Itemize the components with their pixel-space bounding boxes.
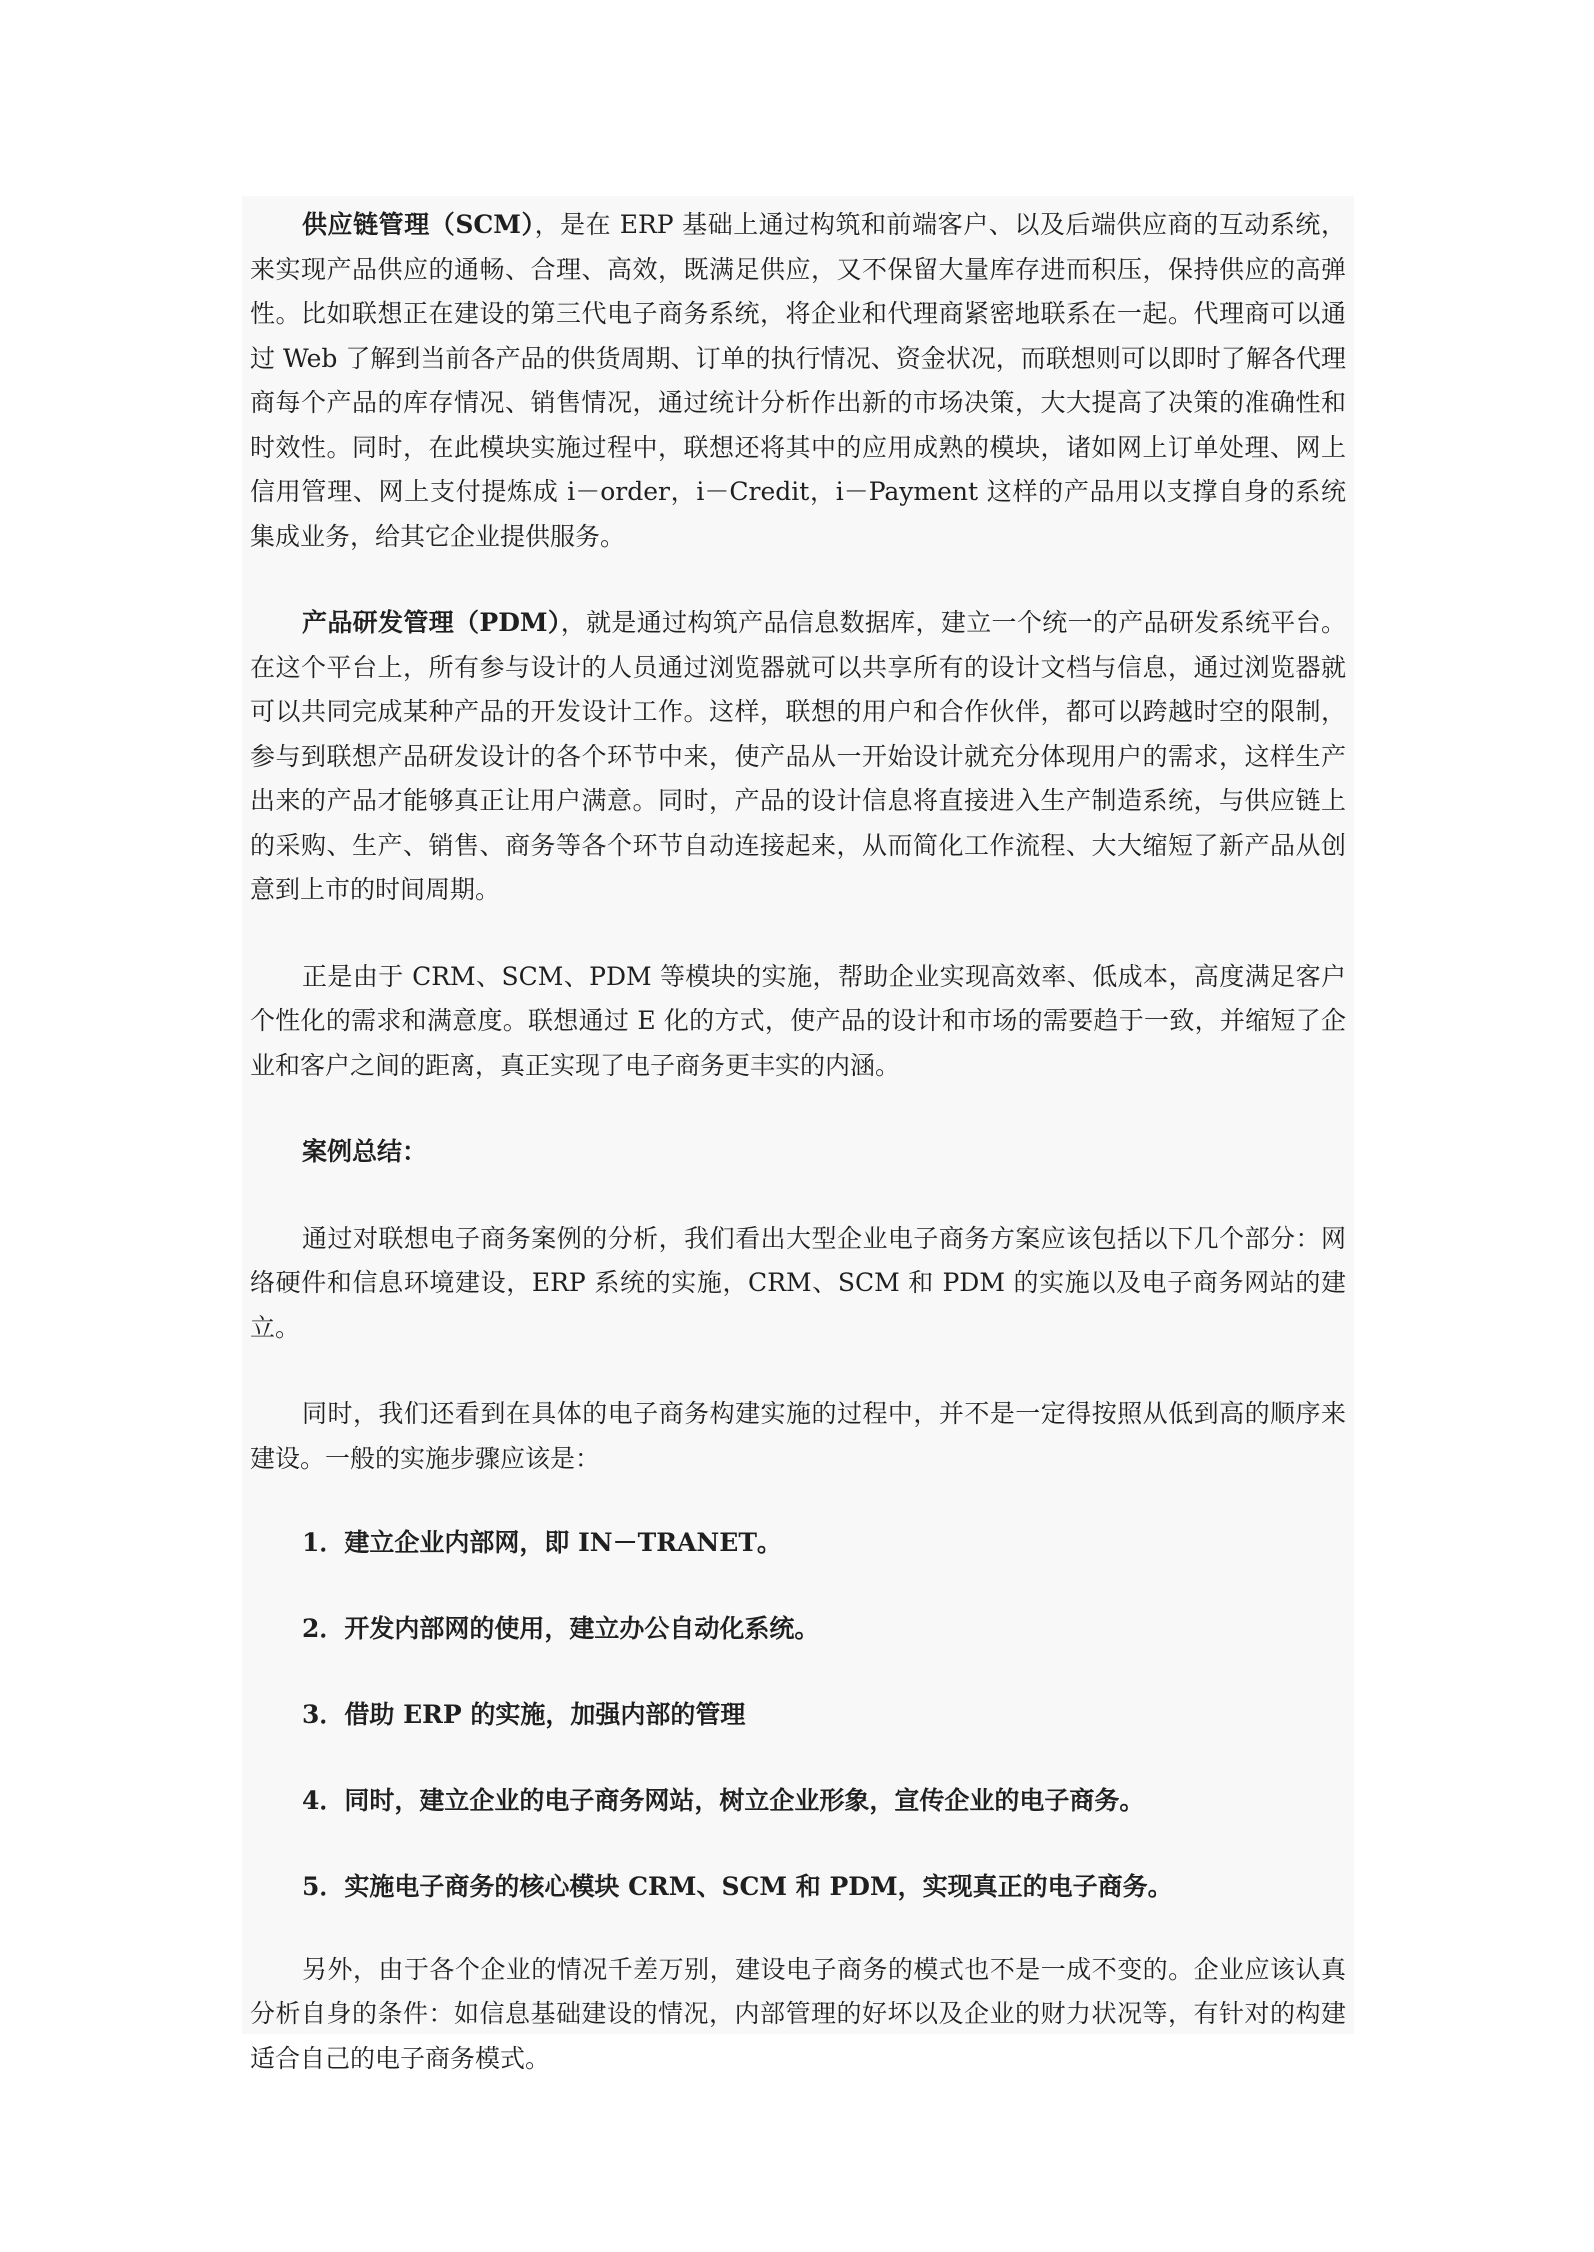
scm-heading: 供应链管理（SCM） xyxy=(302,210,535,239)
paragraph-conclusion: 正是由于 CRM、SCM、PDM 等模块的实施，帮助企业实现高效率、低成本，高度满足客户个性化的需求和满意度。联想通过 E 化的方式，使产品的设计和市场的需要趋于一致，并缩短了企业和客户之间的距离，真正实现了电子商务更丰实的内涵。 xyxy=(250,961,1346,1080)
step-item: 2．开发内部网的使用，建立办公自动化系统。 xyxy=(302,1614,820,1643)
document-body xyxy=(242,196,1354,2073)
implementation-steps-list xyxy=(250,1521,1346,1910)
step-item: 1．建立企业内部网，即 IN－TRANET。 xyxy=(302,1528,782,1557)
paragraph-scm xyxy=(250,203,1346,559)
step-item: 5．实施电子商务的核心模块 CRM、SCM 和 PDM，实现真正的电子商务。 xyxy=(302,1872,1173,1901)
paragraph-closing: 另外，由于各个企业的情况千差万别，建设电子商务的模式也不是一成不变的。企业应该认真分析自身的条件：如信息基础建设的情况，内部管理的好坏以及企业的财力状况等，有针对的构建适合自己的电子商务模式。 xyxy=(250,1954,1346,2073)
case-summary-heading: 案例总结： xyxy=(302,1137,428,1166)
scm-text: ，是在 ERP 基础上通过构筑和前端客户、以及后端供应商的互动系统，来实现产品供应的通畅、合理、高效，既满足供应，又不保留大量库存进而积压，保持供应的高弹性。比如联想正在建设的第三代电子商务系统，将企业和代理商紧密地联系在一起。代理商可以通过 Web 了解到当前各产品的供货周期、订单的执行情况、资金状况，而联想则可以即时了解各代理商每个产品的库存情况、销售情况，通过统计分析作出新的市场决策，大大提高了决策的准确性和时效性。同时，在此模块实施过程中，联想还将其中的应用成熟的模块，诸如网上订单处理、网上信用管理、网上支付提炼成 i－order，i－Credit，i－Payment 这样的产品用以支撑自身的系统集成业务，给其它企业提供服务。 xyxy=(250,210,1346,551)
step-item: 4．同时，建立企业的电子商务网站，树立企业形象，宣传企业的电子商务。 xyxy=(302,1786,1145,1815)
step-item: 3．借助 ERP 的实施，加强内部的管理 xyxy=(302,1700,746,1729)
paragraph-sequence-intro: 同时，我们还看到在具体的电子商务构建实施的过程中，并不是一定得按照从低到高的顺序来建设。一般的实施步骤应该是： xyxy=(250,1399,1346,1473)
paragraph-summary-intro: 通过对联想电子商务案例的分析，我们看出大型企业电子商务方案应该包括以下几个部分：网络硬件和信息环境建设，ERP 系统的实施，CRM、SCM 和 PDM 的实施以及电子商务网站的建立。 xyxy=(250,1223,1346,1342)
pdm-heading: 产品研发管理（PDM） xyxy=(302,608,561,637)
paragraph-pdm xyxy=(250,601,1346,913)
pdm-text: ，就是通过构筑产品信息数据库，建立一个统一的产品研发系统平台。在这个平台上，所有参与设计的人员通过浏览器就可以共享所有的设计文档与信息，通过浏览器就可以共同完成某种产品的开发设计工作。这样，联想的用户和合作伙伴，都可以跨越时空的限制，参与到联想产品研发设计的各个环节中来，使产品从一开始设计就充分体现用户的需求，这样生产出来的产品才能够真正让用户满意。同时，产品的设计信息将直接进入生产制造系统，与供应链上的采购、生产、销售、商务等各个环节自动连接起来，从而简化工作流程、大大缩短了新产品从创意到上市的时间周期。 xyxy=(250,608,1346,904)
